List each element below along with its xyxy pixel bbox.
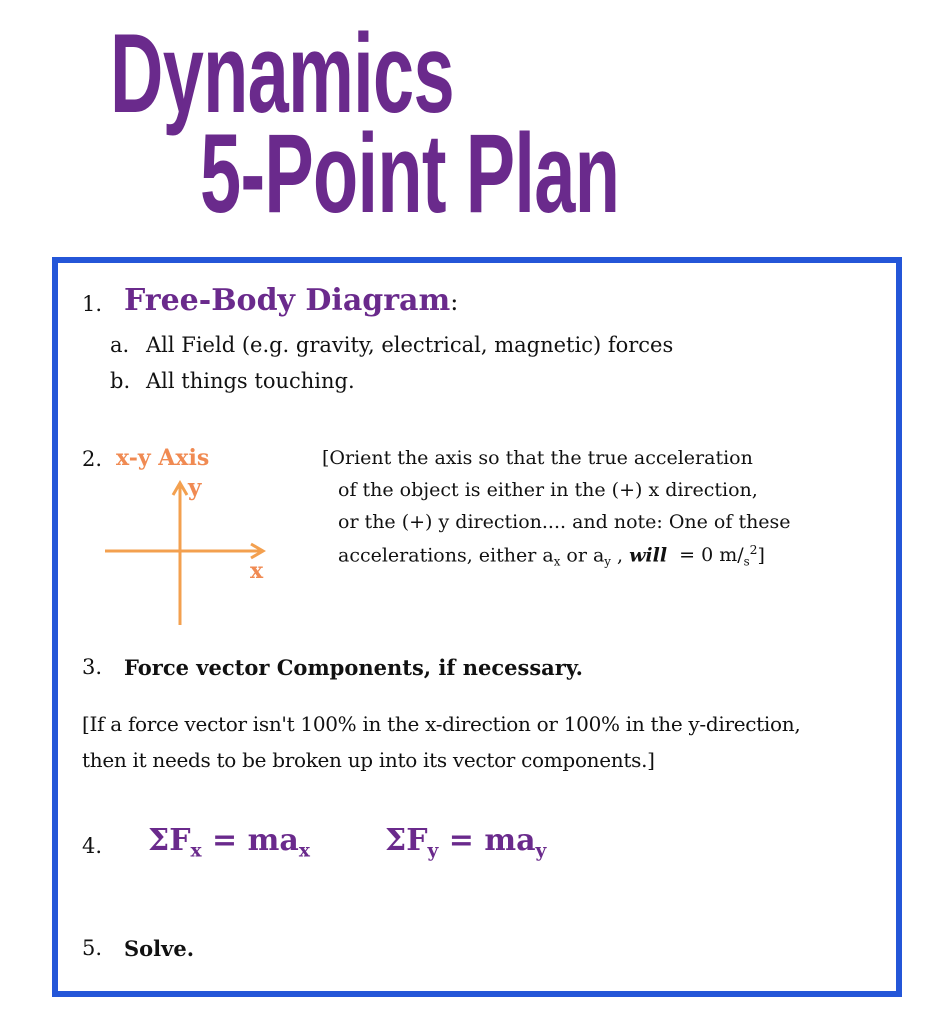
eq1-sub2: x: [298, 840, 310, 862]
step3-note-line1: [If a force vector isn't 100% in the x-direction or 100% in the y-direction,: [82, 712, 801, 736]
step1-item-b: All things touching.: [146, 369, 355, 393]
step5-heading: Solve.: [124, 936, 195, 961]
step2-note-line2: of the object is either in the (+) x direction,: [338, 479, 758, 501]
note-comma: ,: [610, 544, 630, 567]
sum-fy-equation: [385, 823, 546, 862]
eq1-mid: = ma: [201, 823, 299, 858]
note-eq: = 0 m/: [673, 544, 744, 567]
step1-number: 1.: [82, 292, 103, 316]
note-will: will: [629, 544, 668, 567]
title-line-2: 5-Point Plan: [200, 111, 620, 236]
eq2-mid: = ma: [438, 823, 536, 858]
axis-y-label: y: [188, 474, 202, 501]
step3-number: 3.: [82, 655, 103, 679]
note-sub-y: y: [604, 554, 611, 569]
step1-item-a: All Field (e.g. gravity, electrical, magnetic) forces: [146, 333, 674, 357]
step4-number: 4.: [82, 834, 103, 858]
step2-note-line1: [Orient the axis so that the true acceleration: [322, 447, 753, 469]
sum-fx-equation: [148, 823, 310, 862]
note-sub-x: x: [553, 554, 561, 569]
step2-note-line4: [338, 543, 765, 568]
step5-number: 5.: [82, 936, 103, 960]
axis-x-label: x: [250, 558, 264, 584]
note-or: or a: [560, 544, 605, 567]
step2-heading: x-y Axis: [116, 445, 210, 471]
step3-heading: Force vector Components, if necessary.: [124, 655, 583, 680]
step2-note-line3: or the (+) y direction.... and note: One of these: [338, 511, 791, 533]
step1-heading-line: [124, 283, 458, 318]
eq2-sub2: y: [535, 840, 547, 862]
eq1-main: ΣF: [148, 823, 191, 858]
step1-colon: :: [450, 288, 459, 316]
eq2-main: ΣF: [385, 823, 428, 858]
step3-note-line2: then it needs to be broken up into its vector components.]: [82, 748, 655, 772]
eq2-sub: y: [427, 840, 439, 862]
note-s: s: [743, 554, 750, 569]
title-line-1: Dynamics: [110, 11, 454, 136]
note-end: ]: [757, 544, 765, 567]
note-accel-text: accelerations, either a: [338, 544, 554, 567]
note-sup-2: 2: [749, 543, 758, 557]
step1-item-a-marker: a.: [110, 333, 130, 357]
eq1-sub: x: [190, 840, 202, 862]
step1-heading: Free-Body Diagram: [124, 283, 451, 318]
step1-item-b-marker: b.: [110, 369, 131, 393]
step2-number: 2.: [82, 447, 103, 471]
